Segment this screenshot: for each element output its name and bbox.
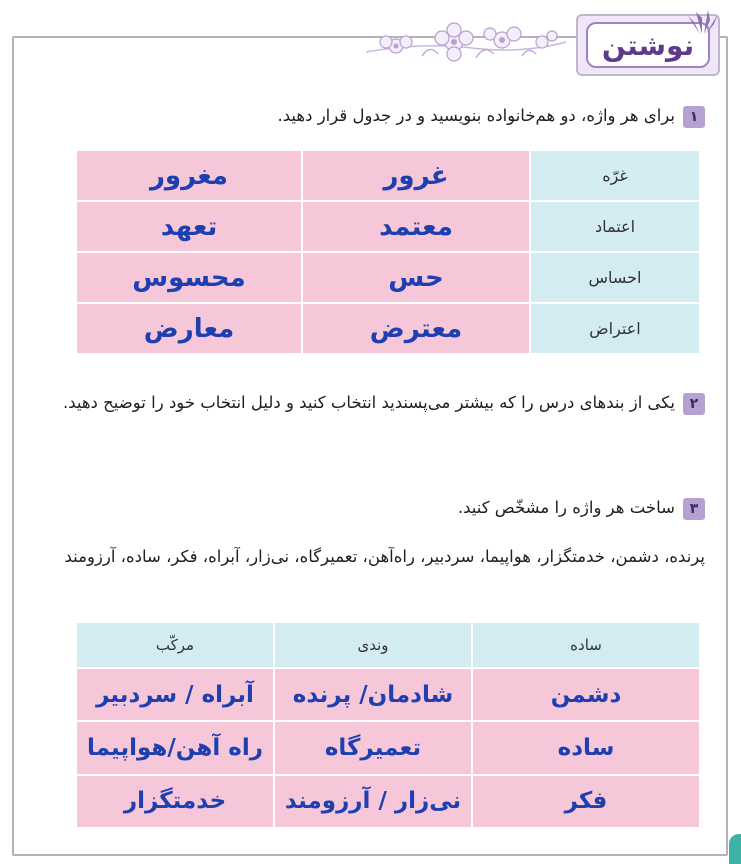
answer-cell: راه آهن/هواپیما	[76, 721, 274, 774]
answer-cell: تعهد	[76, 201, 302, 252]
word-cell: اعتماد	[530, 201, 700, 252]
column-header: ساده	[472, 622, 700, 668]
answer-cell: خدمتگزار	[76, 775, 274, 828]
word-cell: غرّه	[530, 150, 700, 201]
table-row	[76, 775, 700, 828]
question-number: ۱	[683, 106, 705, 128]
answer-cell: غرور	[302, 150, 530, 201]
word-cell: اعتراض	[530, 303, 700, 354]
table-row	[76, 150, 700, 201]
answer-cell: معتمد	[302, 201, 530, 252]
answer-cell: مغرور	[76, 150, 302, 201]
answer-cell: دشمن	[472, 668, 700, 721]
question-text: برای هر واژه، دو هم‌خانواده بنویسید و در جدول قرار دهید.	[277, 106, 675, 125]
word-family-table	[75, 149, 701, 355]
table-row	[76, 303, 700, 354]
section-title: نوشتن	[586, 22, 710, 68]
answer-cell: محسوس	[76, 252, 302, 303]
answer-cell: معارض	[76, 303, 302, 354]
answer-cell: تعمیرگاه	[274, 721, 472, 774]
question-number: ۲	[683, 393, 705, 415]
table-row	[76, 201, 700, 252]
table-row	[76, 668, 700, 721]
page-corner-decoration	[729, 834, 741, 864]
column-header: وندی	[274, 622, 472, 668]
table-row	[76, 721, 700, 774]
answer-cell: معترض	[302, 303, 530, 354]
answer-cell: نی‌زار / آرزومند	[274, 775, 472, 828]
table-header-row	[76, 622, 700, 668]
answer-cell: آبراه / سردبیر	[76, 668, 274, 721]
question-1	[45, 100, 705, 132]
question-2	[45, 386, 705, 420]
question-3	[45, 492, 705, 524]
answer-cell: حس	[302, 252, 530, 303]
table-row	[76, 252, 700, 303]
column-header: مرکّب	[76, 622, 274, 668]
answer-cell: ساده	[472, 721, 700, 774]
question-text: ساخت هر واژه را مشخّص کنید.	[457, 498, 675, 517]
flower-decoration-icon	[362, 12, 568, 70]
answer-cell: فکر	[472, 775, 700, 828]
word-cell: احساس	[530, 252, 700, 303]
question-number: ۳	[683, 498, 705, 520]
word-list: پرنده، دشمن، خدمتگزار، هواپیما، سردبیر، راه‌آهن، تعمیرگاه، نی‌زار، آبراه، فکر، ساده، آرزومند	[64, 547, 705, 566]
section-title-tab	[576, 14, 720, 76]
leaf-sprig-icon	[682, 6, 722, 34]
word-structure-table	[75, 621, 701, 829]
answer-cell: شادمان/ پرنده	[274, 668, 472, 721]
question-text: یکی از بندهای درس را که بیشتر می‌پسندید انتخاب کنید و دلیل انتخاب خود را توضیح دهید.	[62, 393, 675, 412]
